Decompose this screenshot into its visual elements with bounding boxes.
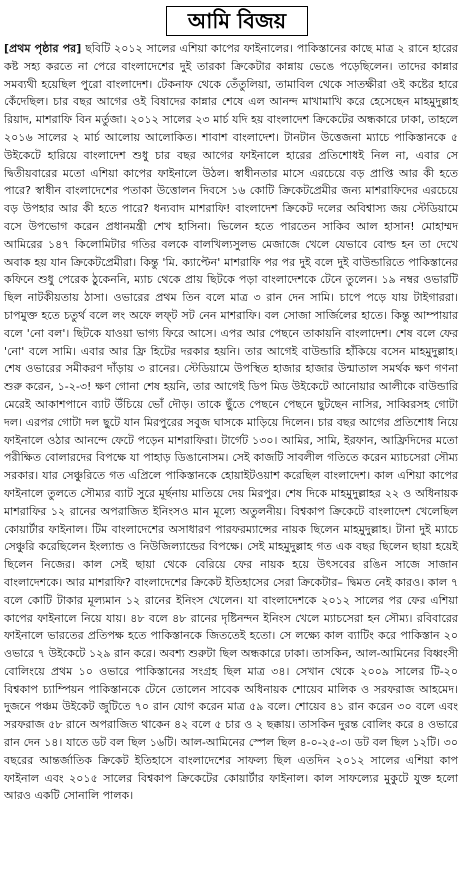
continued-from-front-page-label: [প্রথম পৃষ্ঠার পর] [4,42,82,55]
article-text: ছবিটি ২০১২ সালের এশিয়া কাপের ফাইনালের। পাকিস্তানের কাছে মাত্র ২ রানে হারের কষ্ট সহ্য করতে না পেরে বাংলাদেশের দুই তারকা ক্রিকেটার কান্নায় ভেঙে পড়েছিলেন। তাদের কান্নার সমব্যথী হয়েছিল পুরো বাংলাদেশ। টেকনাফ থেকে তেঁতুলিয়া, তামাবিল থেকে সাতক্ষীরা ওই কষ্টের হারে কেঁদেছিল। চার বছর আগের ওই বিষাদের কান্নার শেষে এল আনন্দ মাখামাখি করে হেসেছেন মাহমুদুল্লাহ রিয়াদ, মাশরাফি বিন মর্তুজা। ২০১২ সালের ২৩ মার্চ যদি হয় বাংলাদেশ ক্রিকেটের অন্ধকারে ঢাকা, তাহলে ২০১৬ সালের ২ মার্চ আলোয় আলোকিত। শাবাশ বাংলাদেশ। টানটান উত্তেজনা ম্যাচে পাকিস্তানকে ৫ উইকেটে হারিয়ে বাংলাদেশ শুধু চার বছর আগের ফাইনালে হারের প্রতিশোধই নিল না, এবার সে দ্বিতীয়বারের মতো এশিয়া কাপের ফাইনালে উঠল। স্বাধীনতার মাসে এরচেয়ে বড় প্রাপ্তি আর কী হতে পারে? স্বাধীন বাংলাদেশের পতাকা উত্তোলন দিবসে ১৬ কোটি ক্রিকেটপ্রেমীর জন্য মাশরাফিদের এরচেয়ে বড় উপহার আর কী হতে পারে? ধন্যবাদ মাশরাফি! বাংলাদেশ ক্রিকেট দলের অবিশ্বাস্য জয় স্টেডিয়ামে বসে উপভোগ করেন প্রধানমন্ত্রী শেখ হাসিনা। ভিলেন হতে পারতেন সাকিব আল হাসান! মোহাম্মদ আমিরের ১৪৭ কিলোমিটার গতির বলকে বালখিল্যসুলভ মেজাজে খেলে যেভাবে বোল্ড হন তা দেখে অবাক হয় যান ক্রিকেটপ্রেমীরা। কিন্তু 'মি. ক্যাপ্টেন' মাশরাফি পর পর দুই বলে দুই বাউন্ডারিতে পাকিস্তানের কফিনে শুধু পেরেক ঠুকেননি, ম্যাচ থেকে প্রায় ছিটকে পড়া বাংলাদেশকে টেনে তুলেন। ১৯ নম্বর ওভারটি ছিল নাটকীয়তায় ঠাসা। ওভারের প্রথম তিন বলে মাত্র ৩ রান দেন সামি। চাপে পড়ে যায় টাইগাররা। চাপমুক্ত হতে চতুর্থ বলে লং অফে লফ্‌ট সট নেন মাশরাফি। বল সোজা সার্জিলের হাতে। কিন্তু আম্পায়ার বলে 'নো বল'। ছিটকে যাওয়া ভাগ্য ফিরে আসে। এপর আর পেছনে তাকায়নি বাংলাদেশ। শেষ বলে ফের 'নো' বলে সামি। এবার আর ফ্রি হিটের দরকার হয়নি। তার আগেই বাউন্ডারি হাঁকিয়ে বসেন মাহমুদুল্লাহ। শেষ ওভারের সমীকরণ দাঁড়ায় ৩ রানের। স্টেডিয়ামে উপস্থিত হাজার হাজার উন্মাতাল সমর্থক ক্ষণ গণনা শুরু করেন, ১-২-৩! ক্ষণ গোনা শেষ হয়নি, তার আগেই ডিপ মিড উইকেটে আনোয়ার আলীকে বাউন্ডারি মেরেই আকাশপানে ব্যাট উঁচিয়ে ভোঁ দৌড়। তাকে ছুঁতে পেছনে পেছনে ছুটছেন নাসির, সাব্বিরসহ গোটা দল। এরপর গোটা দল ছুটে যান মিরপুরের সবুজ ঘাসকে মাড়িয়ে দিলেন। চার বছর আগের প্রতিশোধ নিয়ে ফাইনালে ওঠার আনন্দে ফেটে পড়েন মাশরাফিরা। টার্গেট ১৩০। আমির, সামি, ইরফান, আফ্রিদিদের মতো পরীক্ষিত বোলারদের বিপক্ষে যা পাহাড় ডিঙানোসম। সেই কাজটি সাবলীল গতিতে করেন ম্যাচসেরা সৌম্য সরকার। যার সেঞ্চুরিতে গত এপ্রিলে পাকিস্তানকে হোয়াইটওয়াশ করেছিল বাংলাদেশ। কাল এশিয়া কাপের ফাইনালে তুলতে সৌম্যর ব্যাট সুরে মূর্ছনায় মাতিয়ে দেয় মিরপুর। শেষ দিকে মাহমুদুল্লাহর ২২ ও অধিনায়ক মাশরাফির ১২ রানের অপরাজিত ইনিংসও মান মূল্যে অতুলনীয়। বিশ্বকাপ ক্রিকেটে বাংলাদেশ খেলেছিল কোয়ার্টার ফাইনাল। টিম বাংলাদেশের অসাধারণ পারফরম্যান্সের নায়ক ছিলেন মাহমুদুল্লাহ। টানা দুই ম্যাচে সেঞ্চুরি করেছিলেন ইংল্যান্ড ও নিউজিল্যান্ডের বিপক্ষে। সেই মাহমুদুল্লাহ গত এক বছর ছিলেন ছায়া হয়েই ছিলেন নিজের। কাল সেই ছায়া থেকে বেরিয়ে ফের নায়ক হয়ে উৎসবের রঙিন সাজে সাজান বাংলাদেশকে। আর মাশরাফি? বাংলাদেশের ক্রিকেট ইতিহাসের সেরা ক্রিকেটার– দ্বিমত নেই কারও। কাল ৭ বলে কোটি টাকার মূল্যমান ১২ রানের ইনিংস খেলেন। যা বাংলাদেশকে ২০১২ সালের পর ফের এশিয়া কাপের ফাইনালে নিয়ে যায়। ৪৮ বলে ৪৮ রানের দৃষ্টিনন্দন ইনিংস খেলে ম্যাচসেরা হন সৌম্য। রবিবারের ফাইনালে ভারতের প্রতিপক্ষ হতে পাকিস্তানকে জিততেই হতো। সে লক্ষ্যে কাল ব্যাটিং করে পাকিস্তান ২০ ওভারে ৭ উইকেটে ১২৯ রান করে। অবশ্য শুরুটা ছিল অন্ধকারে ঢাকা। তাসকিন, আল-আমিনের বিধ্বংসী বোলিংয়ে প্রথম ১০ ওভারে পাকিস্তানের সংগ্রহ ছিল মাত্র ৩৪। সেখান থেকে ২০০৯ সালের টি-২০ বিশ্বকাপ চ্যাম্পিয়ন পাকিস্তানকে টেনে তোলেন সাবেক অধিনায়ক শোয়েব মালিক ও সরফরাজ আহমেদ। দুজনে পঞ্চম উইকেট জুটিতে ৭০ রান যোগ করেন মাত্র ৫৯ বলে। শোয়েব ৪১ রান করেন ৩০ বলে এবং সরফরাজ ৫৮ রানে অপরাজিত থাকেন ৪২ বলে ৫ চার ও ২ ছক্কায়। তাসকিন দুরন্ত বোলিং করে ৪ ওভারে রান দেন ১৪। যাতে ডট বল ছিল ১৬টি। আল-আমিনের স্পেল ছিল ৪-০-২৫-৩। ডট বল ছিল ১২টি। ৩০ বছরের আন্তর্জাতিক ক্রিকেট ইতিহাসে বাংলাদেশের সাফল্য ছিল এতদিন ২০১২ সালের এশিয়া কাপ ফাইনাল এবং ২০১৫ সালের বিশ্বকাপ ক্রিকেটের কোয়ার্টার ফাইনাল। কাল সাফল্যের মুকুটে যুক্ত হলো আরও একটি সোনালি পালক। [4,42,458,803]
article-body [4,40,458,805]
headline: আমি বিজয় [166,6,308,36]
